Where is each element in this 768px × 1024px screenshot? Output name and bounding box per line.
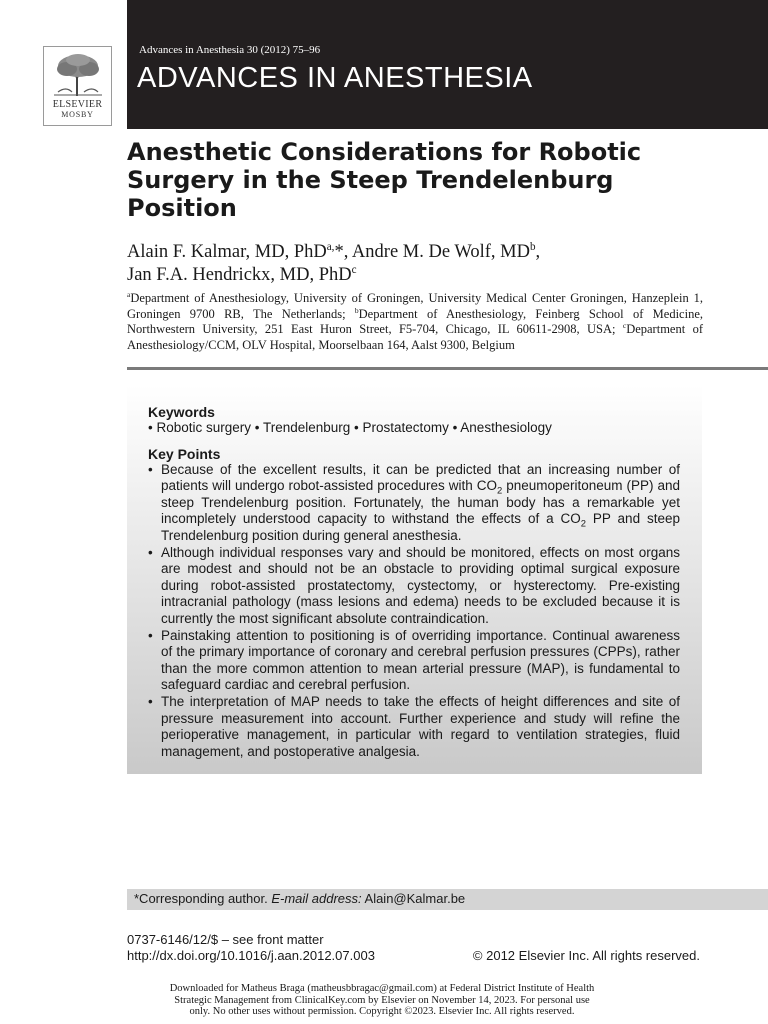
key-point-text: The interpretation of MAP needs to take the effects of height differences and site of pressure measurement into account. Further experience and study will refine the perioperative management, in particular with regard to ventilation strategies, fluid management, and postoperative analgesia. [161, 693, 680, 759]
author-name: Alain F. Kalmar, MD, PhD [127, 242, 327, 262]
title-line: Surgery in the Steep Trendelenburg [127, 166, 614, 194]
bullet-icon: • [148, 461, 153, 477]
publisher-imprint: MOSBY [61, 110, 94, 119]
key-point-text: Although individual responses vary and should be monitored, effects on most organs are modest and should not be an obstacle to providing optimal surgical exposure during robot-assisted prostatectomy, cystectomy, or hysterectomy. Pre-existing intracranial pathology (mass lesions and edema) needs to be excluded because it is currently the most significant absolute contraindication. [161, 544, 680, 626]
author-name: Jan F.A. Hendrickx, MD, PhD [127, 265, 352, 285]
issn-line: 0737-6146/12/$ – see front matter [127, 932, 324, 947]
affiliation-text: Department of Anesthesiology, University of Groningen, University Medical Center Groningen, Hanzeplein 1, Groningen 9700 RB, The Netherlands; [127, 291, 703, 321]
download-notice [127, 983, 637, 1018]
journal-name: ADVANCES IN ANESTHESIA [137, 62, 533, 94]
publisher-brand: ELSEVIER [52, 99, 103, 110]
affiliation-mark: c [622, 320, 627, 330]
key-point-text: PP and steep Trendelenburg position during general anesthesia. [161, 511, 680, 543]
publisher-logo [43, 46, 112, 126]
key-point-item [148, 545, 680, 628]
copyright-line: © 2012 Elsevier Inc. All rights reserved. [472, 948, 700, 963]
email-address: Alain@Kalmar.be [361, 891, 466, 906]
author-affiliation-mark: a, [326, 240, 335, 253]
author-separator: , [535, 242, 541, 262]
bullet-icon: • [148, 627, 153, 643]
section-divider [127, 367, 768, 370]
author-affiliation-mark: b [529, 240, 536, 253]
affiliation-mark: b [354, 305, 359, 315]
author-separator: *, [334, 242, 352, 262]
keywords-heading: Keywords [148, 404, 215, 420]
bullet-icon: • [148, 693, 153, 709]
affiliations [127, 291, 703, 353]
key-points-list [148, 462, 680, 761]
key-point-text: pneumoperitoneum (PP) and steep Trendelenburg position. Fortunately, the human body has a remarkable yet incompletely understood capacity to withstand the effects of a CO [161, 478, 680, 527]
bullet-icon: • [148, 544, 153, 560]
doi-link: http://dx.doi.org/10.1016/j.aan.2012.07.003 [127, 948, 375, 963]
download-notice-line: Strategic Management from ClinicalKey.com by Elsevier on November 14, 2023. For personal use [174, 994, 590, 1006]
title-line: Anesthetic Considerations for Robotic [127, 138, 642, 166]
key-point-item [148, 694, 680, 760]
key-points-heading: Key Points [148, 445, 221, 462]
journal-citation: Advances in Anesthesia 30 (2012) 75–96 [139, 44, 321, 56]
key-point-text: Painstaking attention to positioning is of overriding importance. Continual awareness of the primary importance of coronary and cerebral perfusion pressures (CPPs), rather than the more common attention to mean arterial pressure (MAP), is fundamental to safeguard cardiac and cerebral perfusion. [161, 627, 680, 693]
subscript: 2 [580, 519, 586, 531]
key-point-item [148, 628, 680, 694]
author-name: Andre M. De Wolf, MD [351, 242, 530, 262]
email-label: E-mail address: [271, 891, 362, 906]
author-affiliation-mark: c [351, 263, 357, 276]
download-notice-line: Downloaded for Matheus Braga (matheusbbragac@gmail.com) at Federal District Institute of Health [169, 983, 595, 994]
journal-header [127, 0, 768, 129]
tree-of-knowledge-icon [52, 52, 104, 96]
download-notice-line: only. No other uses without permission. Copyright ©2023. Elsevier Inc. All rights reserved. [189, 1006, 575, 1017]
footnote-prefix: *Corresponding author. [134, 891, 272, 906]
author-list [127, 241, 747, 287]
key-points-box [127, 385, 702, 774]
subscript: 2 [496, 485, 503, 497]
keywords-list: • Robotic surgery • Trendelenburg • Prostatectomy • Anesthesiology [148, 420, 552, 435]
corresponding-author-footnote [127, 889, 768, 910]
affiliation-mark: a [127, 289, 131, 299]
affiliation-text: Department of Anesthesiology/CCM, OLV Hospital, Moorselbaan 164, Aalst 9300, Belgium [127, 322, 703, 352]
affiliation-text: Department of Anesthesiology, Feinberg School of Medicine, Northwestern University, 251 East Huron Street, F5-704, Chicago, IL 60611-2908, USA; [127, 306, 704, 336]
article-title [127, 138, 727, 222]
key-point-text: Because of the excellent results, it can be predicted that an increasing number of patients will undergo robot-assisted procedures with CO [161, 461, 680, 494]
title-line: Position [127, 194, 237, 222]
key-point-item [148, 462, 680, 545]
